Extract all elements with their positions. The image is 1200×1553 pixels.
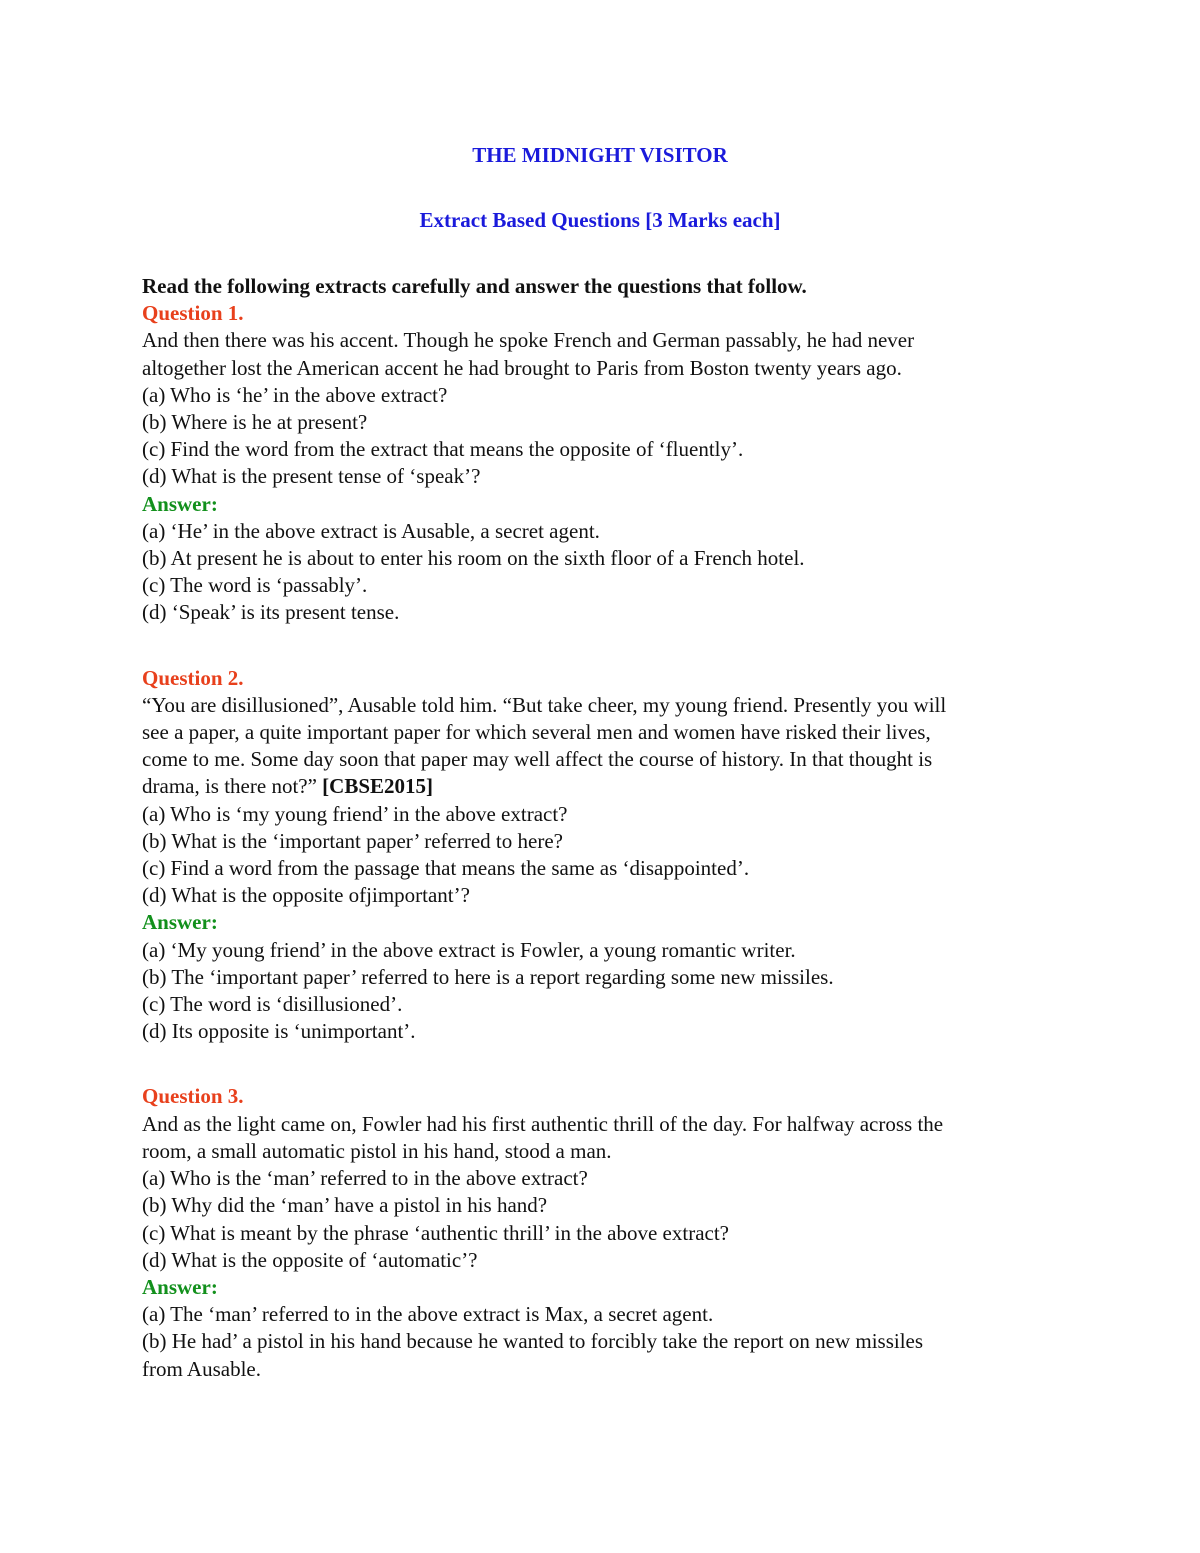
question-item: (d) What is the opposite of ‘automatic’? bbox=[142, 1247, 478, 1272]
passage-line bbox=[142, 773, 1062, 800]
answer-item: (c) The word is ‘disillusioned’. bbox=[142, 992, 403, 1017]
passage-text: drama, is there not?” bbox=[142, 774, 317, 799]
question-2-block bbox=[142, 665, 1062, 1046]
question-item: (c) Find the word from the extract that means the opposite of ‘fluently’. bbox=[142, 437, 744, 462]
answer-item: (d) Its opposite is ‘unimportant’. bbox=[142, 1019, 416, 1044]
question-item: (a) Who is the ‘man’ referred to in the above extract? bbox=[142, 1166, 588, 1191]
passage-line: altogether lost the American accent he had brought to Paris from Boston twenty years ago. bbox=[142, 355, 902, 380]
question-item: (a) Who is ‘he’ in the above extract? bbox=[142, 382, 448, 407]
exam-tag: [CBSE2015] bbox=[322, 774, 434, 799]
instruction-text: Read the following extracts carefully and answer the questions that follow. bbox=[142, 274, 807, 298]
passage-line: come to me. Some day soon that paper may well affect the course of history. In that thought is bbox=[142, 747, 933, 772]
question-item: (b) Why did the ‘man’ have a pistol in his hand? bbox=[142, 1193, 548, 1218]
question-label: Question 1. bbox=[142, 301, 244, 326]
passage-line: see a paper, a quite important paper for which several men and women have risked their lives, bbox=[142, 720, 931, 745]
answer-label: Answer: bbox=[142, 491, 218, 516]
document-body bbox=[142, 273, 1062, 1383]
question-label: Question 2. bbox=[142, 665, 244, 690]
question-item: (c) What is meant by the phrase ‘authentic thrill’ in the above extract? bbox=[142, 1220, 729, 1245]
answer-item: (a) ‘My young friend’ in the above extract is Fowler, a young romantic writer. bbox=[142, 937, 796, 962]
answer-item: (a) The ‘man’ referred to in the above extract is Max, a secret agent. bbox=[142, 1302, 714, 1327]
answer-label: Answer: bbox=[142, 910, 218, 935]
section-subtitle: Extract Based Questions [3 Marks each] bbox=[419, 208, 781, 232]
answer-item: (a) ‘He’ in the above extract is Ausable, a secret agent. bbox=[142, 518, 600, 543]
answer-item: (b) At present he is about to enter his room on the sixth floor of a French hotel. bbox=[142, 546, 805, 571]
passage-line: “You are disillusioned”, Ausable told him. “But take cheer, my young friend. Presently you will bbox=[142, 692, 947, 717]
question-label: Question 3. bbox=[142, 1084, 244, 1109]
question-1-block bbox=[142, 300, 1062, 626]
answer-label: Answer: bbox=[142, 1274, 218, 1299]
section-gap bbox=[142, 627, 1062, 665]
passage-line: And as the light came on, Fowler had his first authentic thrill of the day. For halfway across the bbox=[142, 1111, 944, 1136]
section-gap bbox=[142, 1045, 1062, 1083]
question-item: (d) What is the present tense of ‘speak’? bbox=[142, 464, 481, 489]
answer-item: from Ausable. bbox=[142, 1356, 261, 1381]
question-item: (c) Find a word from the passage that means the same as ‘disappointed’. bbox=[142, 856, 750, 881]
answer-item: (c) The word is ‘passably’. bbox=[142, 573, 368, 598]
question-item: (b) Where is he at present? bbox=[142, 410, 368, 435]
passage-line: And then there was his accent. Though he spoke French and German passably, he had never bbox=[142, 328, 915, 353]
document-title: THE MIDNIGHT VISITOR bbox=[472, 143, 728, 167]
answer-item: (b) He had’ a pistol in his hand because he wanted to forcibly take the report on new missiles bbox=[142, 1329, 924, 1354]
question-item: (b) What is the ‘important paper’ referred to here? bbox=[142, 828, 563, 853]
answer-item: (d) ‘Speak’ is its present tense. bbox=[142, 600, 400, 625]
passage-line: room, a small automatic pistol in his hand, stood a man. bbox=[142, 1138, 612, 1163]
question-item: (a) Who is ‘my young friend’ in the above extract? bbox=[142, 801, 568, 826]
question-3-block bbox=[142, 1083, 1062, 1382]
answer-item: (b) The ‘important paper’ referred to here is a report regarding some new missiles. bbox=[142, 964, 834, 989]
question-item: (d) What is the opposite ofjimportant’? bbox=[142, 883, 470, 908]
